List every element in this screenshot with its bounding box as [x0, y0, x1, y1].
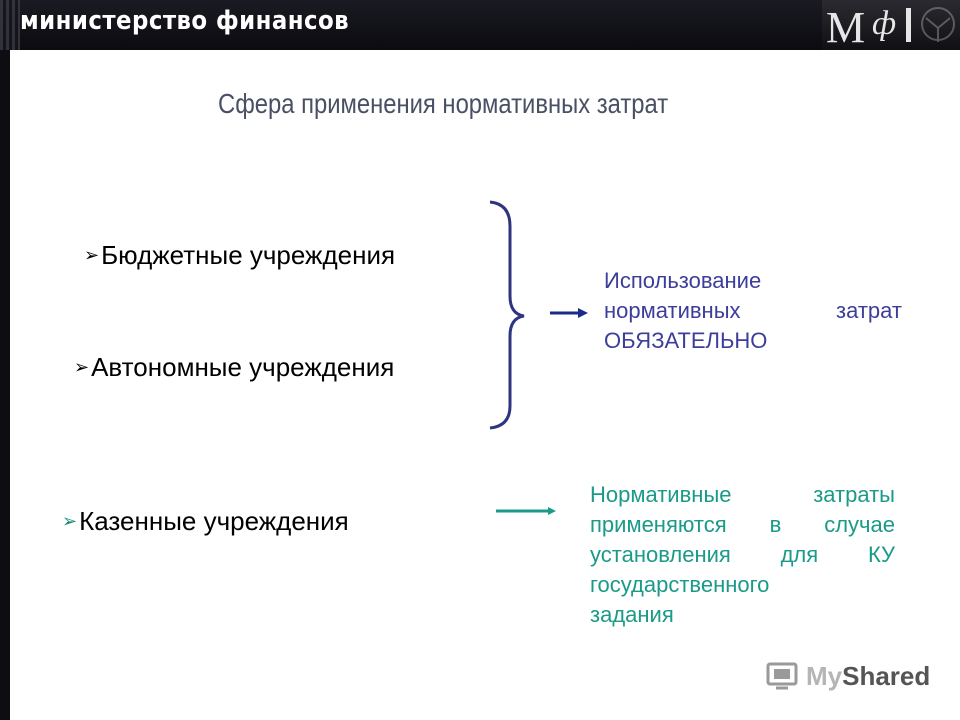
- note-line: Использование: [604, 268, 762, 293]
- myshared-logo-icon: [766, 660, 802, 692]
- list-item-label: Казенные учреждения: [79, 506, 349, 536]
- watermark-part1: My: [806, 660, 843, 691]
- note-line: Нормативные затраты: [590, 482, 895, 507]
- watermark-part2: Shared: [842, 660, 931, 691]
- svg-text:М: М: [826, 3, 866, 50]
- note-line: государственного: [590, 572, 770, 597]
- note-line: задания: [590, 602, 674, 627]
- note-line: нормативных затрат: [604, 298, 902, 323]
- arrowhead-bullet-icon: ➢: [84, 245, 100, 265]
- note-state-task: [590, 480, 895, 630]
- note-obligatory: [604, 266, 902, 356]
- list-item-label: Бюджетные учреждения: [101, 240, 396, 270]
- brace-icon: [490, 202, 524, 428]
- list-item-label: Автономные учреждения: [91, 352, 395, 382]
- note-line: ОБЯЗАТЕЛЬНО: [604, 328, 768, 353]
- arrow-right-icon: [496, 507, 556, 515]
- arrowhead-bullet-icon: ➢: [74, 357, 90, 377]
- svg-text:ф: ф: [872, 5, 897, 42]
- arrow-right-icon: [550, 308, 588, 318]
- myshared-watermark: [766, 656, 930, 696]
- note-line: установления для КУ: [590, 542, 895, 567]
- ministry-title: министерство финансов: [20, 6, 350, 36]
- arrowhead-bullet-icon: ➢: [62, 511, 78, 531]
- slide-title: Сфера применения нормативных затрат: [218, 88, 669, 119]
- note-line: применяются в случае: [590, 512, 895, 537]
